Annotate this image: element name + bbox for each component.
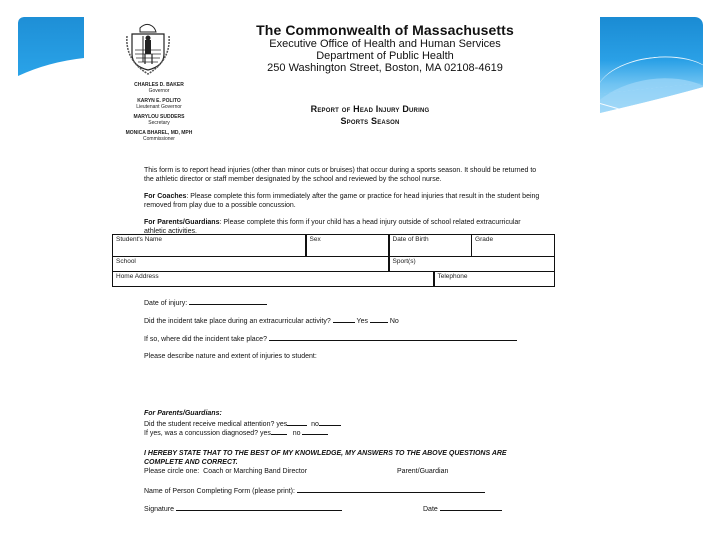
completer-name-input[interactable]: [297, 485, 485, 493]
letterhead-agency: Executive Office of Health and Human Services: [269, 38, 501, 50]
role-selection: Please circle one: Coach or Marching Band Director Parent/Guardian: [144, 468, 449, 475]
slide-corner-decoration-left: [18, 17, 84, 76]
official-governor: CHARLES D. BAKER Governor: [134, 82, 184, 94]
parents-section-heading: For Parents/Guardians:: [144, 410, 222, 417]
medical-yes-input[interactable]: [287, 418, 307, 426]
date-of-injury-input[interactable]: [189, 297, 267, 305]
signature-row: Signature Date: [144, 503, 342, 514]
grade-field[interactable]: Grade: [472, 235, 555, 257]
students-name-field[interactable]: Student's Name: [113, 235, 306, 257]
extracurricular-question: Did the incident take place during an extracurricular activity? Yes No: [144, 315, 399, 326]
massachusetts-seal-icon: [122, 20, 174, 76]
telephone-field[interactable]: Telephone: [434, 272, 555, 287]
officials-list: [100, 82, 218, 146]
role-option-parent[interactable]: Parent/Guardian: [397, 468, 449, 475]
date-of-birth-field[interactable]: Date of Birth: [389, 235, 472, 257]
completer-name-row: Name of Person Completing Form (please print):: [144, 485, 485, 496]
signature-date-input[interactable]: [440, 503, 502, 511]
concussion-no-input[interactable]: [302, 427, 328, 435]
report-form-document: [100, 10, 570, 535]
signature-date: Date: [423, 503, 502, 514]
school-field[interactable]: School: [113, 257, 389, 272]
injury-description-question: Please describe nature and extent of injuries to student:: [144, 353, 317, 360]
letterhead-department: Department of Public Health: [316, 50, 454, 62]
signature-input[interactable]: [176, 503, 342, 511]
student-info-table: [112, 234, 555, 287]
slide-corner-decoration-right: [600, 17, 703, 113]
parents-label: For Parents/Guardians: [144, 219, 220, 226]
date-of-injury-question: Date of injury:: [144, 297, 267, 308]
concussion-yes-input[interactable]: [271, 427, 287, 435]
concussion-diagnosed-question: If yes, was a concussion diagnosed? yes no: [144, 427, 328, 438]
parents-instructions: For Parents/Guardians: Please complete this form if your child has a head injury outside of school related extracurricular athletic activities.: [144, 219, 521, 235]
extracurricular-yes-input[interactable]: [333, 315, 355, 323]
incident-location-question: If so, where did the incident take place?: [144, 333, 517, 344]
role-option-coach[interactable]: Coach or Marching Band Director: [203, 468, 308, 475]
letterhead-title: The Commonwealth of Massachusetts: [256, 22, 514, 38]
intro-paragraph: This form is to report head injuries (other than minor cuts or bruises) that occur during a sports season. It should be returned to the athletic director or staff member designated by the school and reviewed by the school nurse.: [144, 167, 537, 183]
official-lieutenant-governor: KARYN E. POLITO Lieutenant Governor: [136, 98, 182, 110]
sex-field[interactable]: Sex: [306, 235, 389, 257]
incident-location-input[interactable]: [269, 333, 517, 341]
extracurricular-no-input[interactable]: [370, 315, 388, 323]
sports-field[interactable]: Sport(s): [389, 257, 555, 272]
letterhead: [250, 22, 520, 74]
coaches-instructions: For Coaches: Please complete this form immediately after the game or practice for head injuries that result in the student being removed from play due to a possible concussion.: [144, 193, 540, 209]
home-address-field[interactable]: Home Address: [113, 272, 434, 287]
report-title: Report of Head Injury During Sports Season: [310, 104, 430, 126]
official-commissioner: MONICA BHAREL, MD, MPH Commissioner: [125, 130, 193, 142]
official-secretary: MARYLOU SUDDERS Secretary: [133, 114, 185, 126]
letterhead-address: 250 Washington Street, Boston, MA 02108-4619: [267, 62, 503, 74]
medical-no-input[interactable]: [319, 418, 341, 426]
coaches-label: For Coaches: [144, 193, 187, 200]
attestation-statement: I HEREBY STATE THAT TO THE BEST OF MY KNOWLEDGE, MY ANSWERS TO THE ABOVE QUESTIONS ARE COMPLETE AND CORRECT.: [144, 450, 507, 466]
medical-attention-question: Did the student receive medical attention? yes no: [144, 418, 341, 429]
